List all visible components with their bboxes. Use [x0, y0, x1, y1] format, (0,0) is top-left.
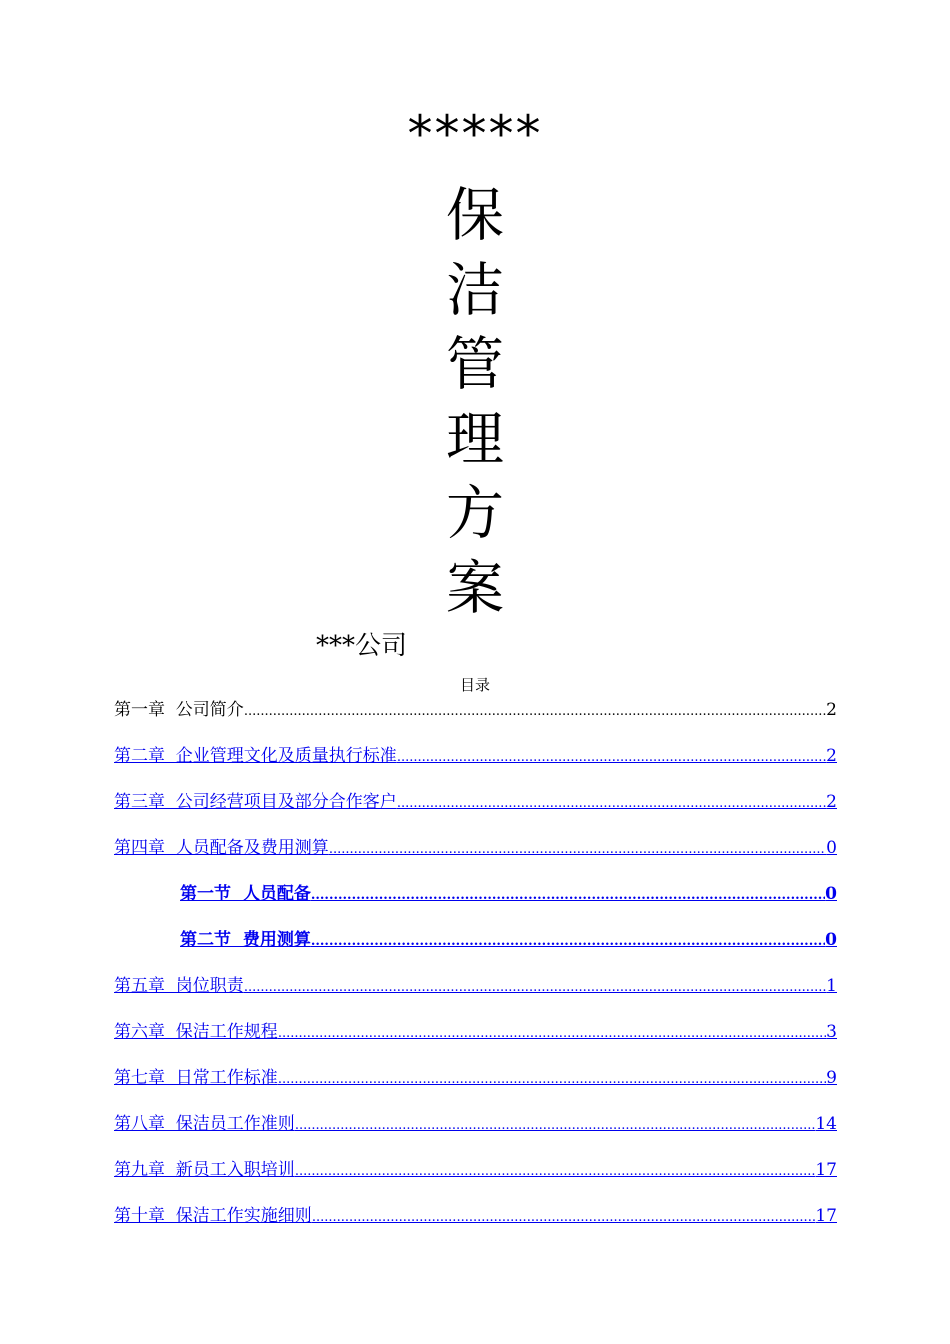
toc-entry-link[interactable]	[114, 1157, 837, 1181]
toc-entry-page[interactable]: 17	[815, 1160, 837, 1180]
toc-entry-link[interactable]	[114, 1065, 837, 1089]
toc-leader-dots[interactable]	[312, 1209, 816, 1227]
toc-entry-page[interactable]: 14	[815, 1114, 837, 1134]
toc-leader-dots[interactable]	[295, 1117, 816, 1135]
toc-entry-label[interactable]: 第五章 岗位职责	[114, 976, 244, 996]
toc-entry-label[interactable]: 第三章 公司经营项目及部分合作客户	[114, 792, 397, 812]
toc-entry-label: 第一章 公司简介	[114, 700, 244, 720]
toc-entry-label[interactable]: 第一节 人员配备	[180, 884, 311, 904]
toc-entry-label[interactable]: 第十章 保洁工作实施细则	[114, 1206, 312, 1226]
toc-leader-dots[interactable]	[278, 1071, 826, 1089]
toc-entry-link[interactable]	[114, 743, 837, 767]
toc-entry-page[interactable]: 2	[826, 792, 837, 812]
toc-entry	[114, 697, 837, 721]
toc-entry-page: 2	[826, 700, 837, 720]
toc-leader-dots[interactable]	[278, 1025, 826, 1043]
toc-entry-label[interactable]: 第二节 费用测算	[180, 930, 311, 950]
toc-entry-label[interactable]: 第八章 保洁员工作准则	[114, 1114, 295, 1134]
title-char: 洁	[445, 255, 504, 324]
header-stars: *****	[407, 105, 543, 163]
toc-leader-dots[interactable]	[397, 795, 826, 813]
toc-entry-link[interactable]	[114, 1111, 837, 1135]
toc-entry-link[interactable]	[114, 1203, 837, 1227]
company-name: ***公司	[316, 631, 408, 661]
toc-entry-page[interactable]: 0	[825, 930, 837, 950]
toc-leader-dots[interactable]	[397, 749, 826, 767]
toc-leader-dots[interactable]	[244, 979, 826, 997]
toc-heading: 目录	[459, 676, 490, 694]
toc-leader-dots[interactable]	[311, 933, 825, 951]
toc-entry-page[interactable]: 17	[815, 1206, 837, 1226]
toc-entry-label[interactable]: 第六章 保洁工作规程	[114, 1022, 278, 1042]
toc-leader-dots[interactable]	[311, 887, 825, 905]
title-char: 保	[445, 181, 504, 249]
toc-entry-link[interactable]	[114, 973, 837, 997]
toc-leader-dots[interactable]	[329, 841, 826, 859]
title-char: 管	[445, 330, 504, 398]
toc-entry-link[interactable]	[114, 789, 837, 813]
toc-entry-page[interactable]: 0	[826, 838, 837, 858]
toc-leader-dots[interactable]	[295, 1163, 816, 1181]
title-char: 方	[445, 479, 504, 547]
title-char: 案	[445, 553, 504, 622]
document-title	[0, 178, 950, 625]
toc-entry-page[interactable]: 0	[825, 884, 837, 904]
toc-entry-page[interactable]: 3	[826, 1022, 837, 1042]
toc-entry-label[interactable]: 第七章 日常工作标准	[114, 1068, 278, 1088]
toc-entry-label[interactable]: 第二章 企业管理文化及质量执行标准	[114, 746, 397, 766]
toc-entry-page[interactable]: 2	[826, 746, 837, 766]
toc-entry-link[interactable]	[114, 835, 837, 859]
title-char: 理	[445, 404, 504, 473]
toc-subentry-link[interactable]	[180, 881, 837, 905]
toc-subentry-link[interactable]	[180, 927, 837, 951]
toc-leader-dots	[244, 703, 826, 721]
toc-entry-link[interactable]	[114, 1019, 837, 1043]
toc-entry-label[interactable]: 第四章 人员配备及费用测算	[114, 838, 329, 858]
toc-entry-label[interactable]: 第九章 新员工入职培训	[114, 1160, 295, 1180]
toc-entry-page[interactable]: 9	[826, 1068, 837, 1088]
toc-entry-page[interactable]: 1	[826, 976, 837, 996]
